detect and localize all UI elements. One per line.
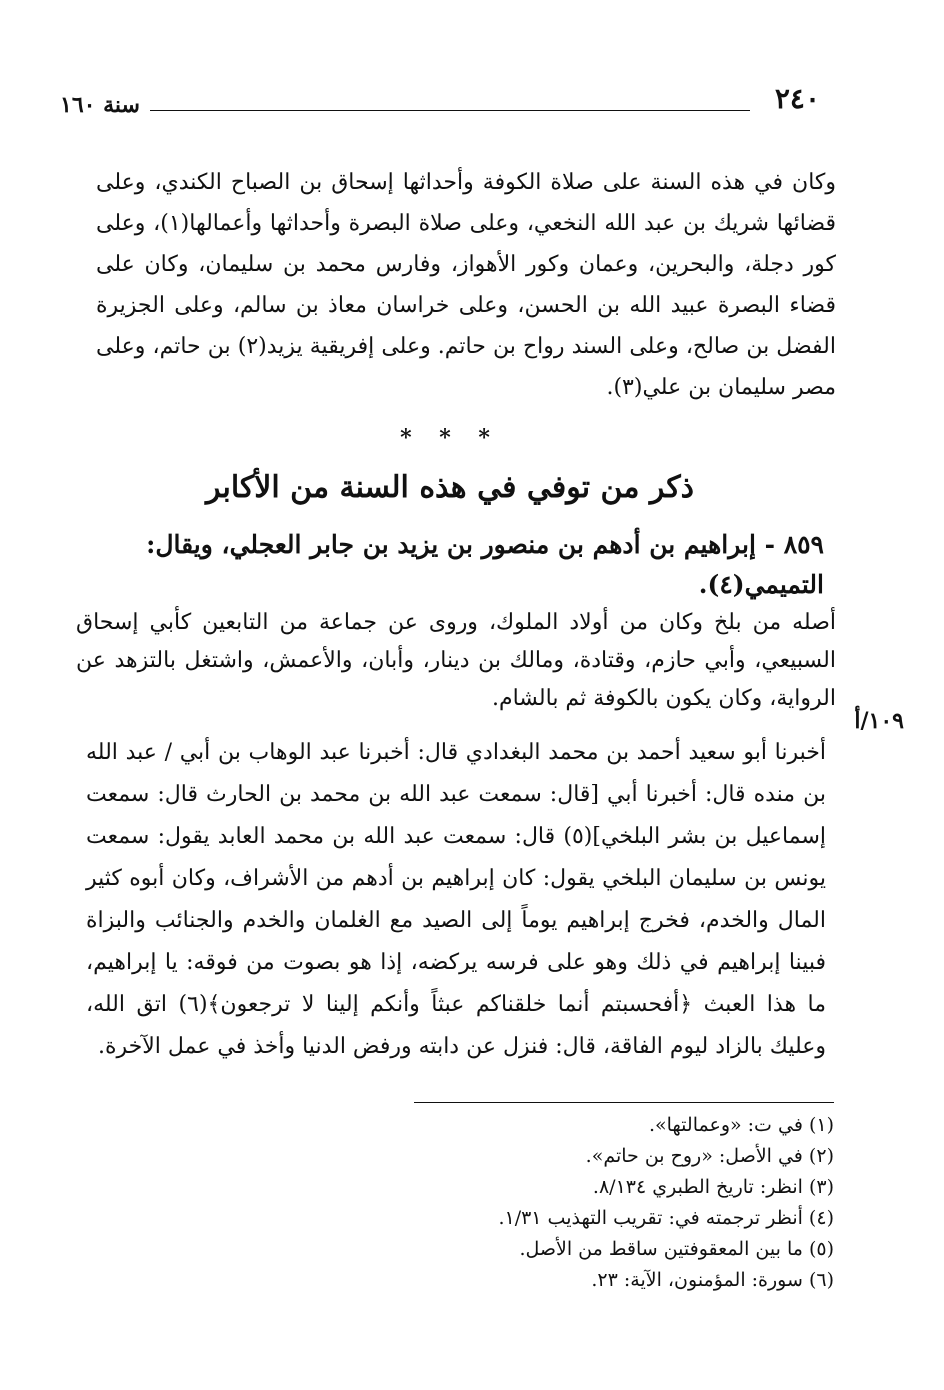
footnote-3: (٣) انظر: تاريخ الطبري ٨/١٣٤. xyxy=(592,1176,834,1198)
footnote-5: (٥) ما بين المعقوفتين ساقط من الأصل. xyxy=(519,1238,834,1260)
paragraph-biography: أصله من بلخ وكان من أولاد الملوك، وروى عن جماعة من التابعين كأبي إسحاق السبيعي، وأبي حازم، وقتادة، ومالك بن دينار، وأبان، والأعمش، واشتغل بالتزهد عن الرواية، وكان يكون بالكوفة ثم بالشام. xyxy=(76,610,837,711)
page-number: ٢٤٠ xyxy=(774,82,820,115)
section-title: ذكر من توفي في هذه السنة من الأكابر xyxy=(205,470,695,505)
footnotes xyxy=(114,1110,834,1296)
entry-heading: ٨٥٩ - إبراهيم بن أدهم بن منصور بن يزيد بن جابر العجلي، ويقال: التميمي(٤). xyxy=(146,530,824,599)
paragraph-governors: وكان في هذه السنة على صلاة الكوفة وأحداثها إسحاق بن الصباح الكندي، وعلى قضائها شريك بن عبد الله النخعي، وعلى صلاة البصرة وأحداثها وأعمالها(١)، وعلى كور دجلة، والبحرين، وعمان وكور الأهواز، وفارس محمد بن سليمان، وكان على قضاء البصرة عبيد الله بن الحسن، وعلى خراسان معاذ بن سالم، وعلى الجزيرة الفضل بن صالح، وعلى السند رواح بن حاتم. وعلى إفريقية يزيد(٢) بن حاتم، وعلى مصر سليمان بن علي(٣). xyxy=(96,170,836,400)
header-rule xyxy=(150,110,750,111)
page-header xyxy=(60,82,820,122)
footnote-2: (٢) في الأصل: «روح بن حاتم». xyxy=(585,1145,834,1167)
paragraph-narration: أخبرنا أبو سعيد أحمد بن محمد البغدادي قال: أخبرنا عبد الوهاب بن أبي / عبد الله بن منده قال: أخبرنا أبي [قال: سمعت عبد الله بن محمد بن الحارث قال: سمعت إسماعيل بن بشر البلخي](٥) قال: سمعت عبد الله بن محمد العابد يقول: سمعت يونس بن سليمان البلخي يقول: كان إبراهيم بن أدهم من الأشراف، وكان أبوه كثير المال والخدم، فخرج إبراهيم يوماً إلى الصيد مع الغلمان والخدم والجنائب والبزاة فبينا إبراهيم في ذلك وهو على فرسه يركضه، إذا هو بصوت من فوقه: يا إبراهيم، ما هذا العبث ﴿أفحسبتم أنما خلقناكم عبثاً وأنكم إلينا لا ترجعون﴾(٦) اتق الله، وعليك بالزاد ليوم الفاقة، قال: فنزل عن دابته ورفض الدنيا وأخذ في عمل الآخرة. xyxy=(86,740,827,1059)
footnote-6: (٦) سورة: المؤمنون، الآية: ٢٣. xyxy=(591,1269,834,1291)
year-label: سنة ١٦٠ xyxy=(60,92,140,118)
footnote-4: (٤) أنظر ترجمته في: تقريب التهذيب ١/٣١. xyxy=(498,1207,834,1229)
footnote-1: (١) في ت: «وعمالتها». xyxy=(648,1114,834,1136)
section-divider: * * * xyxy=(400,425,500,451)
manuscript-folio-note: ١٠٩/أ xyxy=(854,708,904,734)
footnote-rule xyxy=(414,1102,834,1103)
